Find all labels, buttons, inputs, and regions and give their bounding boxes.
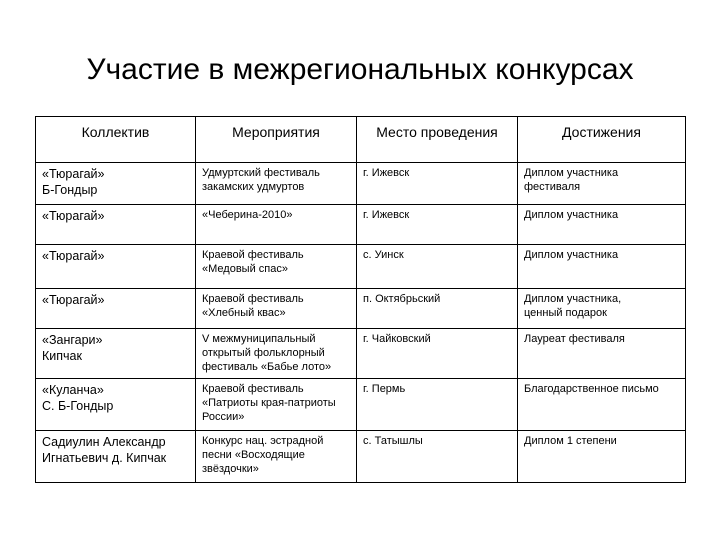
cell-place [357,289,518,329]
cell-achievement [518,431,686,483]
cell-event-line: открытый фольклорный [202,347,325,359]
cell-event [196,431,357,483]
cell-collective-line: «Тюрагай» [42,249,105,263]
cell-event-line: песни «Восходящие [202,449,305,461]
cell-collective [36,289,196,329]
cell-event [196,379,357,431]
header-achievements: Достижения [518,117,686,163]
cell-place-line: г. Ижевск [363,209,410,221]
cell-event-line: V межмуниципальный [202,333,316,345]
table-row [36,431,686,483]
cell-achievement-line: Лауреат фестиваля [524,333,625,345]
header-place: Место проведения [357,117,518,163]
cell-collective-line: Б-Гондыр [42,183,98,197]
cell-achievement [518,163,686,205]
cell-achievement-line: ценный подарок [524,307,607,319]
cell-achievement [518,289,686,329]
cell-achievement-line: Диплом участника [524,167,619,179]
cell-place [357,431,518,483]
table-row [36,163,686,205]
cell-place-line: с. Татышлы [363,435,423,447]
cell-collective [36,163,196,205]
cell-achievement [518,379,686,431]
cell-collective [36,205,196,245]
cell-achievement-line: фестиваля [524,181,581,193]
cell-place-line: г. Чайковский [363,333,431,345]
cell-place [357,163,518,205]
cell-place [357,329,518,379]
cell-event [196,289,357,329]
cell-collective [36,329,196,379]
header-collective: Коллектив [36,117,196,163]
cell-collective-line: Садиулин Александр [42,435,166,449]
cell-collective-line: «Зангари» [42,333,103,347]
cell-event-line: «Чеберина-2010» [202,209,293,221]
cell-event [196,163,357,205]
cell-achievement-line: Диплом участника [524,209,619,221]
table-header-row [36,117,686,163]
cell-event-line: Удмуртский фестиваль [202,167,320,179]
cell-place-line: с. Уинск [363,249,404,261]
cell-event [196,329,357,379]
contests-table [35,116,686,483]
table-row [36,289,686,329]
cell-event-line: Краевой фестиваль [202,249,304,261]
cell-collective [36,245,196,289]
cell-collective-line: «Тюрагай» [42,293,105,307]
cell-achievement [518,205,686,245]
table-row [36,379,686,431]
header-events: Мероприятия [196,117,357,163]
cell-place-line: п. Октябрьский [363,293,441,305]
cell-collective-line: Игнатьевич д. Кипчак [42,451,167,465]
cell-event [196,245,357,289]
table-row [36,205,686,245]
cell-event-line: Краевой фестиваль [202,383,304,395]
cell-place [357,379,518,431]
cell-collective-line: «Тюрагай» [42,167,105,181]
cell-achievement-line: Диплом участника, [524,293,622,305]
cell-event-line: Краевой фестиваль [202,293,304,305]
cell-event-line: «Хлебный квас» [202,307,286,319]
cell-achievement-line: Благодарственное письмо [524,383,659,395]
cell-event-line: фестиваль «Бабье лото» [202,361,332,373]
cell-event [196,205,357,245]
cell-place [357,245,518,289]
page-title: Участие в межрегиональных конкурсах [86,53,634,86]
cell-collective [36,379,196,431]
table-row [36,329,686,379]
cell-collective-line: Кипчак [42,349,82,363]
cell-event-line: Конкурс нац. эстрадной [202,435,324,447]
cell-event-line: «Медовый спас» [202,263,288,275]
cell-achievement [518,245,686,289]
cell-achievement-line: Диплом 1 степени [524,435,617,447]
cell-event-line: закамских удмуртов [202,181,305,193]
cell-event-line: «Патриоты края-патриоты [202,397,336,409]
cell-place [357,205,518,245]
cell-collective-line: «Тюрагай» [42,209,105,223]
cell-collective-line: «Куланча» [42,383,104,397]
cell-place-line: г. Пермь [363,383,406,395]
cell-achievement-line: Диплом участника [524,249,619,261]
table-row [36,245,686,289]
cell-event-line: России» [202,411,245,423]
cell-collective-line: С. Б-Гондыр [42,399,114,413]
cell-collective [36,431,196,483]
cell-achievement [518,329,686,379]
cell-place-line: г. Ижевск [363,167,410,179]
cell-event-line: звёздочки» [202,463,259,475]
